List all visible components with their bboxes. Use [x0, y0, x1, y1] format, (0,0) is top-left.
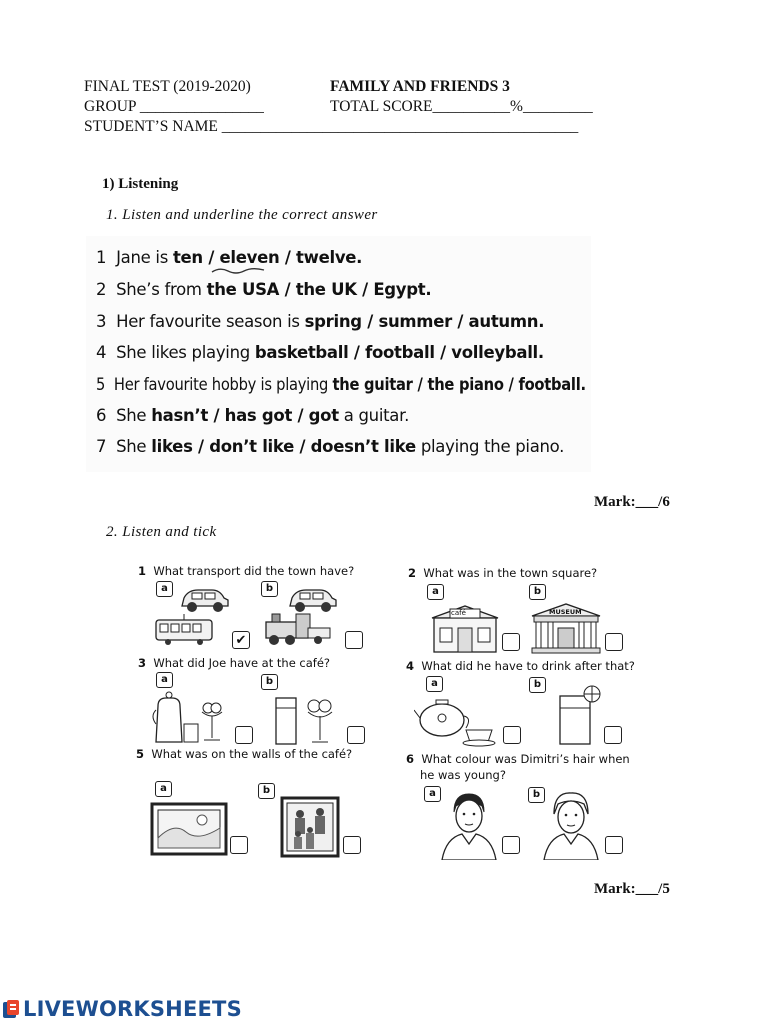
- museum-sign: MUSEUM: [549, 608, 582, 616]
- book-title: FAMILY AND FRIENDS 3: [330, 78, 510, 95]
- header-line-2: [84, 97, 593, 117]
- total-score-field: TOTAL SCORE__________%_________: [330, 98, 593, 115]
- answer-checkbox[interactable]: [343, 836, 361, 854]
- exercise-1-item: 7 She likes / don’t like / doesn’t like playing the piano.: [96, 437, 565, 456]
- exercise-2-panel: [100, 556, 686, 862]
- answer-checkbox[interactable]: [604, 726, 622, 744]
- logo-mark-icon: [2, 999, 20, 1019]
- boy-light-hair-icon: [540, 790, 602, 860]
- answer-checkbox[interactable]: [502, 633, 520, 651]
- logo-text: LIVEWORKSHEETS: [23, 997, 242, 1021]
- family-photo-icon: [280, 796, 340, 858]
- answer-checkbox[interactable]: ✔: [232, 631, 250, 649]
- answer-checkbox[interactable]: [502, 836, 520, 854]
- option-a-label: a: [155, 781, 172, 797]
- option-b-label: b: [258, 783, 275, 799]
- option-a-label: a: [156, 672, 173, 688]
- question-6: 6 What colour was Dimitri’s hair when: [406, 752, 630, 766]
- question-3: 3 What did Joe have at the café?: [138, 656, 331, 670]
- header-line-1: [84, 77, 510, 97]
- cafe-sign: café: [451, 609, 466, 617]
- train-icon: [260, 610, 334, 646]
- answer-checkbox[interactable]: [235, 726, 253, 744]
- question-1: 1 What transport did the town have?: [138, 564, 355, 578]
- question-2: 2 What was in the town square?: [408, 566, 598, 580]
- option-a-label: a: [424, 786, 441, 802]
- exercise-1-item: 5 Her favourite hobby is playing the guitar / the piano / football.: [96, 375, 586, 394]
- exercise-1-panel: [86, 236, 591, 472]
- question-5: 5 What was on the walls of the café?: [136, 747, 353, 761]
- car-icon: [178, 586, 232, 614]
- mark-exercise-2: Mark:___/5: [594, 881, 670, 897]
- answer-checkbox[interactable]: [605, 633, 623, 651]
- exercise-1-item: 4 She likes playing basketball / football / volleyball.: [96, 343, 544, 362]
- exercise-1-item: 3 Her favourite season is spring / summer / autumn.: [96, 312, 545, 331]
- underline-mark: [210, 267, 266, 275]
- juice-glass-icon: [556, 684, 606, 746]
- boy-dark-hair-icon: [438, 790, 500, 860]
- exercise-1-item: 2 She’s from the USA / the UK / Egypt.: [96, 280, 432, 299]
- task-1-instruction: 1. Listen and underline the correct answer: [106, 207, 378, 223]
- tram-icon: [154, 614, 216, 646]
- option-b-label: b: [529, 677, 546, 693]
- juice-glass-and-ice-cream-icon: [270, 692, 348, 748]
- answer-checkbox[interactable]: [347, 726, 365, 744]
- task-2-instruction: 2. Listen and tick: [106, 524, 217, 540]
- option-b-label: b: [528, 787, 545, 803]
- question-6-line-2: he was young?: [420, 768, 506, 782]
- answer-checkbox[interactable]: [503, 726, 521, 744]
- section-title: 1) Listening: [102, 176, 179, 192]
- coffee-pot-and-ice-cream-icon: [150, 690, 232, 748]
- answer-checkbox[interactable]: [345, 631, 363, 649]
- mark-exercise-1: Mark:___/6: [594, 494, 670, 510]
- option-a-label: a: [426, 676, 443, 692]
- option-b-label: b: [261, 581, 278, 597]
- option-a-label: a: [156, 581, 173, 597]
- option-a-label: a: [427, 584, 444, 600]
- option-b-label: b: [261, 674, 278, 690]
- group-field: GROUP ________________: [84, 98, 264, 115]
- option-b-label: b: [529, 584, 546, 600]
- answer-checkbox[interactable]: [230, 836, 248, 854]
- landscape-painting-icon: [150, 802, 228, 856]
- exercise-1-item: 1 Jane is ten / eleven / twelve.: [96, 248, 362, 267]
- teapot-and-cups-icon: [414, 694, 504, 748]
- exercise-1-item: 6 She hasn’t / has got / got a guitar.: [96, 406, 410, 425]
- answer-checkbox[interactable]: [605, 836, 623, 854]
- liveworksheets-logo[interactable]: [2, 996, 242, 1022]
- test-title: FINAL TEST (2019-2020): [84, 78, 251, 95]
- question-4: 4 What did he have to drink after that?: [406, 659, 635, 673]
- student-name-field: STUDENT’S NAME ______________________________________________: [84, 118, 579, 135]
